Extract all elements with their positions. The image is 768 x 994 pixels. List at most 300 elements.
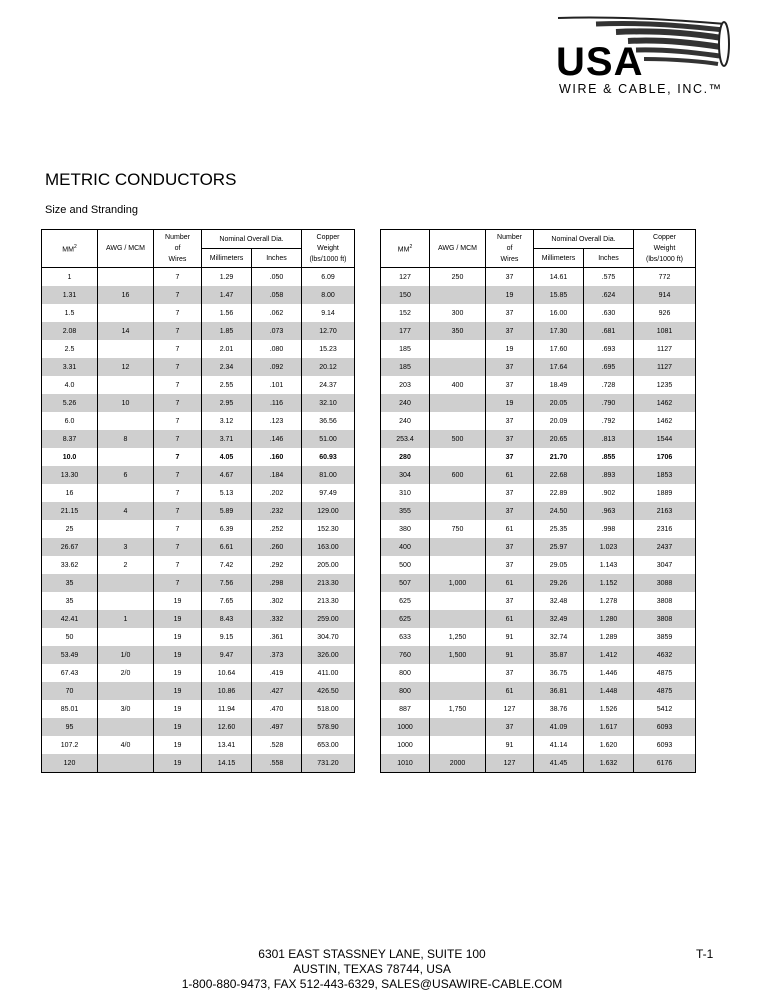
- table-cell: 129.00: [302, 502, 355, 520]
- table-cell: 61: [486, 574, 534, 592]
- table-cell: 60.93: [302, 448, 355, 466]
- table-cell: 304.70: [302, 628, 355, 646]
- table-cell: 19: [154, 700, 202, 718]
- table-cell: .062: [252, 304, 302, 322]
- table-cell: 1.152: [584, 574, 634, 592]
- table-cell: .693: [584, 340, 634, 358]
- table-cell: 355: [381, 502, 430, 520]
- page-subtitle: Size and Stranding: [45, 204, 138, 216]
- table-row: [42, 358, 355, 376]
- header-nominal: Nominal Overall Dia.: [202, 230, 302, 249]
- table-cell: [98, 304, 154, 322]
- table-cell: 37: [486, 430, 534, 448]
- table-cell: 2000: [430, 754, 486, 773]
- table-row: [42, 592, 355, 610]
- table-cell: 41.14: [534, 736, 584, 754]
- table-cell: 10.86: [202, 682, 252, 700]
- table-cell: 1235: [634, 376, 696, 394]
- footer-address-line2: AUSTIN, TEXAS 78744, USA: [293, 962, 451, 976]
- table-cell: [98, 376, 154, 394]
- table-cell: [98, 718, 154, 736]
- table-cell: 19: [154, 646, 202, 664]
- table-cell: 914: [634, 286, 696, 304]
- table-cell: 19: [486, 286, 534, 304]
- table-cell: 6: [98, 466, 154, 484]
- table-cell: 1127: [634, 340, 696, 358]
- table-cell: 9.47: [202, 646, 252, 664]
- table-cell: 42.41: [42, 610, 98, 628]
- table-cell: 1000: [381, 736, 430, 754]
- table-cell: 800: [381, 664, 430, 682]
- table-cell: 731.20: [302, 754, 355, 773]
- table-cell: 37: [486, 304, 534, 322]
- table-cell: [430, 592, 486, 610]
- table-row: [381, 700, 696, 718]
- table-cell: 16.00: [534, 304, 584, 322]
- table-cell: 1,750: [430, 700, 486, 718]
- table-cell: 41.45: [534, 754, 584, 773]
- table-cell: .528: [252, 736, 302, 754]
- table-cell: 29.26: [534, 574, 584, 592]
- table-cell: 152: [381, 304, 430, 322]
- table-cell: 400: [430, 376, 486, 394]
- logo-usa-text: USA: [556, 40, 644, 84]
- table-cell: 14.61: [534, 268, 584, 287]
- table-cell: 1462: [634, 412, 696, 430]
- logo-subtitle: WIRE & CABLE, INC.™: [559, 82, 723, 96]
- table-cell: [430, 394, 486, 412]
- table-cell: 37: [486, 592, 534, 610]
- table-cell: .427: [252, 682, 302, 700]
- table-cell: 6.39: [202, 520, 252, 538]
- table-cell: 21.70: [534, 448, 584, 466]
- table-cell: 35: [42, 574, 98, 592]
- table-cell: 7: [154, 340, 202, 358]
- table-cell: 127: [486, 754, 534, 773]
- table-row: [381, 556, 696, 574]
- table-cell: 310: [381, 484, 430, 502]
- table-cell: 6.09: [302, 268, 355, 287]
- table-cell: 7.42: [202, 556, 252, 574]
- table-cell: 36.75: [534, 664, 584, 682]
- table-row: [381, 286, 696, 304]
- table-cell: 203: [381, 376, 430, 394]
- table-cell: 7: [154, 394, 202, 412]
- table-cell: 4632: [634, 646, 696, 664]
- table-cell: 36.56: [302, 412, 355, 430]
- table-row: [42, 268, 355, 287]
- header-inches: Inches: [584, 249, 634, 268]
- table-cell: 1544: [634, 430, 696, 448]
- table-cell: 1.620: [584, 736, 634, 754]
- table-cell: [430, 664, 486, 682]
- table-cell: 5412: [634, 700, 696, 718]
- table-cell: 13.30: [42, 466, 98, 484]
- table-cell: 1.5: [42, 304, 98, 322]
- table-cell: 7: [154, 556, 202, 574]
- table-row: [42, 574, 355, 592]
- table-cell: 37: [486, 322, 534, 340]
- table-cell: 7.56: [202, 574, 252, 592]
- table-cell: 1.446: [584, 664, 634, 682]
- table-cell: .681: [584, 322, 634, 340]
- table-row: [42, 682, 355, 700]
- table-cell: 32.74: [534, 628, 584, 646]
- table-cell: [430, 538, 486, 556]
- table-cell: [430, 736, 486, 754]
- table-cell: 127: [486, 700, 534, 718]
- table-cell: 1127: [634, 358, 696, 376]
- table-cell: 15.23: [302, 340, 355, 358]
- table-cell: .050: [252, 268, 302, 287]
- table-row: [42, 322, 355, 340]
- table-cell: 2.55: [202, 376, 252, 394]
- table-row: [381, 448, 696, 466]
- table-cell: 85.01: [42, 700, 98, 718]
- table-cell: 2.95: [202, 394, 252, 412]
- table-cell: 7: [154, 376, 202, 394]
- table-cell: 7: [154, 358, 202, 376]
- table-row: [42, 538, 355, 556]
- footer-address-line1: 6301 EAST STASSNEY LANE, SUITE 100: [258, 947, 486, 961]
- table-cell: 95: [42, 718, 98, 736]
- table-cell: 2437: [634, 538, 696, 556]
- table-cell: 7: [154, 502, 202, 520]
- table-cell: 1.278: [584, 592, 634, 610]
- table-cell: .073: [252, 322, 302, 340]
- table-cell: 1.023: [584, 538, 634, 556]
- table-cell: 37: [486, 538, 534, 556]
- table-row: [42, 394, 355, 412]
- header-wires: Number of Wires: [154, 230, 202, 268]
- table-cell: .855: [584, 448, 634, 466]
- table-cell: 578.90: [302, 718, 355, 736]
- table-cell: [98, 448, 154, 466]
- header-awg: AWG / MCM: [98, 230, 154, 268]
- header-mm2: $MM^2$: [381, 230, 430, 268]
- table-cell: 1.632: [584, 754, 634, 773]
- table-cell: 7: [154, 412, 202, 430]
- table-cell: 518.00: [302, 700, 355, 718]
- table-cell: .558: [252, 754, 302, 773]
- table-cell: 19: [486, 394, 534, 412]
- table-cell: 19: [154, 718, 202, 736]
- metric-table-right: [380, 229, 696, 773]
- table-cell: 3: [98, 538, 154, 556]
- table-cell: 3808: [634, 592, 696, 610]
- table-cell: 16: [98, 286, 154, 304]
- header-inches: Inches: [252, 249, 302, 268]
- table-cell: 326.00: [302, 646, 355, 664]
- table-row: [381, 340, 696, 358]
- table-cell: 1,000: [430, 574, 486, 592]
- table-cell: 37: [486, 718, 534, 736]
- table-row: [381, 394, 696, 412]
- table-cell: .298: [252, 574, 302, 592]
- header-mm2: $MM^2$: [42, 230, 98, 268]
- table-cell: 926: [634, 304, 696, 322]
- table-row: [381, 718, 696, 736]
- table-row: [381, 628, 696, 646]
- table-cell: 37: [486, 484, 534, 502]
- table-cell: [98, 592, 154, 610]
- table-cell: 53.49: [42, 646, 98, 664]
- table-row: [381, 682, 696, 700]
- table-cell: 8.37: [42, 430, 98, 448]
- table-cell: 4875: [634, 664, 696, 682]
- table-cell: 1.526: [584, 700, 634, 718]
- table-cell: 2163: [634, 502, 696, 520]
- table-cell: 6093: [634, 736, 696, 754]
- table-cell: 1000: [381, 718, 430, 736]
- table-cell: .116: [252, 394, 302, 412]
- table-row: [381, 736, 696, 754]
- right-table-body: [381, 268, 696, 773]
- table-cell: 3859: [634, 628, 696, 646]
- table-cell: 14: [98, 322, 154, 340]
- table-cell: 7: [154, 322, 202, 340]
- table-cell: 2.01: [202, 340, 252, 358]
- table-cell: 3808: [634, 610, 696, 628]
- table-cell: 19: [154, 736, 202, 754]
- table-cell: 1.56: [202, 304, 252, 322]
- table-cell: 1: [42, 268, 98, 287]
- table-cell: 10.0: [42, 448, 98, 466]
- table-cell: 24.37: [302, 376, 355, 394]
- table-cell: 7: [154, 304, 202, 322]
- table-cell: 253.4: [381, 430, 430, 448]
- table-cell: .373: [252, 646, 302, 664]
- table-cell: 41.09: [534, 718, 584, 736]
- table-cell: .292: [252, 556, 302, 574]
- table-cell: 19: [154, 682, 202, 700]
- table-cell: 1,250: [430, 628, 486, 646]
- table-cell: 91: [486, 736, 534, 754]
- header-weight: Copper Weight (lbs/1000 ft): [634, 230, 696, 268]
- table-cell: .575: [584, 268, 634, 287]
- table-cell: 2/0: [98, 664, 154, 682]
- table-cell: 1.31: [42, 286, 98, 304]
- table-cell: 653.00: [302, 736, 355, 754]
- table-cell: 8.00: [302, 286, 355, 304]
- table-cell: 61: [486, 466, 534, 484]
- table-cell: 152.30: [302, 520, 355, 538]
- table-cell: .497: [252, 718, 302, 736]
- table-cell: 1.289: [584, 628, 634, 646]
- table-cell: .302: [252, 592, 302, 610]
- table-cell: 25: [42, 520, 98, 538]
- table-cell: 205.00: [302, 556, 355, 574]
- table-cell: 35.87: [534, 646, 584, 664]
- table-row: [42, 340, 355, 358]
- table-row: [381, 592, 696, 610]
- table-cell: 350: [430, 322, 486, 340]
- table-cell: 17.60: [534, 340, 584, 358]
- table-cell: 500: [381, 556, 430, 574]
- table-row: [381, 412, 696, 430]
- table-cell: .202: [252, 484, 302, 502]
- table-cell: 37: [486, 376, 534, 394]
- table-cell: 1462: [634, 394, 696, 412]
- table-cell: 1.280: [584, 610, 634, 628]
- table-cell: 6093: [634, 718, 696, 736]
- table-cell: 11.94: [202, 700, 252, 718]
- table-cell: 750: [430, 520, 486, 538]
- table-cell: .728: [584, 376, 634, 394]
- table-row: [42, 430, 355, 448]
- table-cell: 1.143: [584, 556, 634, 574]
- table-row: [42, 286, 355, 304]
- table-row: [381, 466, 696, 484]
- table-cell: 4/0: [98, 736, 154, 754]
- table-cell: 107.2: [42, 736, 98, 754]
- table-row: [381, 304, 696, 322]
- table-cell: 7: [154, 430, 202, 448]
- table-cell: [430, 340, 486, 358]
- table-cell: 13.41: [202, 736, 252, 754]
- table-cell: 22.68: [534, 466, 584, 484]
- table-row: [42, 376, 355, 394]
- table-cell: 280: [381, 448, 430, 466]
- page-title: METRIC CONDUCTORS: [45, 170, 237, 189]
- table-cell: .101: [252, 376, 302, 394]
- table-cell: [98, 520, 154, 538]
- table-row: [381, 520, 696, 538]
- table-cell: 500: [430, 430, 486, 448]
- table-row: [42, 448, 355, 466]
- table-cell: [430, 358, 486, 376]
- table-cell: 400: [381, 538, 430, 556]
- table-cell: 19: [154, 592, 202, 610]
- table-cell: 20.65: [534, 430, 584, 448]
- table-cell: 97.49: [302, 484, 355, 502]
- table-cell: 625: [381, 592, 430, 610]
- table-cell: 600: [430, 466, 486, 484]
- table-row: [381, 574, 696, 592]
- table-cell: 6.61: [202, 538, 252, 556]
- table-row: [381, 664, 696, 682]
- table-cell: 177: [381, 322, 430, 340]
- table-cell: 14.15: [202, 754, 252, 773]
- table-row: [42, 502, 355, 520]
- table-row: [42, 718, 355, 736]
- table-cell: 91: [486, 628, 534, 646]
- table-cell: 887: [381, 700, 430, 718]
- table-cell: [98, 268, 154, 287]
- table-cell: 2.08: [42, 322, 98, 340]
- page-number: T-1: [696, 947, 714, 961]
- table-cell: 3.31: [42, 358, 98, 376]
- table-cell: 240: [381, 412, 430, 430]
- table-cell: 4.05: [202, 448, 252, 466]
- table-cell: 5.13: [202, 484, 252, 502]
- table-cell: 8.43: [202, 610, 252, 628]
- table-cell: 772: [634, 268, 696, 287]
- table-cell: .790: [584, 394, 634, 412]
- table-row: [42, 646, 355, 664]
- table-cell: [98, 682, 154, 700]
- table-cell: 127: [381, 268, 430, 287]
- table-cell: 1.47: [202, 286, 252, 304]
- table-cell: 12: [98, 358, 154, 376]
- table-cell: 185: [381, 340, 430, 358]
- table-row: [381, 430, 696, 448]
- table-cell: .252: [252, 520, 302, 538]
- table-cell: .695: [584, 358, 634, 376]
- table-cell: [98, 754, 154, 773]
- table-cell: .893: [584, 466, 634, 484]
- table-cell: 61: [486, 520, 534, 538]
- table-cell: .963: [584, 502, 634, 520]
- table-cell: 70: [42, 682, 98, 700]
- table-cell: 32.10: [302, 394, 355, 412]
- table-cell: 300: [430, 304, 486, 322]
- table-cell: .080: [252, 340, 302, 358]
- table-cell: 61: [486, 610, 534, 628]
- table-cell: 17.30: [534, 322, 584, 340]
- table-cell: .998: [584, 520, 634, 538]
- table-cell: 2316: [634, 520, 696, 538]
- table-cell: [430, 286, 486, 304]
- table-cell: 3.12: [202, 412, 252, 430]
- table-cell: .902: [584, 484, 634, 502]
- header-nominal: Nominal Overall Dia.: [534, 230, 634, 249]
- table-cell: .232: [252, 502, 302, 520]
- table-row: [42, 484, 355, 502]
- table-cell: 51.00: [302, 430, 355, 448]
- table-cell: 1.617: [584, 718, 634, 736]
- table-cell: 6176: [634, 754, 696, 773]
- table-cell: .419: [252, 664, 302, 682]
- header-wires: Number of Wires: [486, 230, 534, 268]
- table-row: [381, 358, 696, 376]
- table-cell: 259.00: [302, 610, 355, 628]
- table-cell: [430, 610, 486, 628]
- table-cell: 21.15: [42, 502, 98, 520]
- company-logo: [556, 14, 736, 94]
- table-cell: 16: [42, 484, 98, 502]
- table-cell: 25.97: [534, 538, 584, 556]
- table-cell: 22.89: [534, 484, 584, 502]
- table-cell: 29.05: [534, 556, 584, 574]
- table-cell: 120: [42, 754, 98, 773]
- table-row: [42, 628, 355, 646]
- table-cell: 1010: [381, 754, 430, 773]
- table-cell: 2.34: [202, 358, 252, 376]
- table-cell: 38.76: [534, 700, 584, 718]
- table-cell: 760: [381, 646, 430, 664]
- header-millimeters: Millimeters: [534, 249, 584, 268]
- table-cell: 1,500: [430, 646, 486, 664]
- footer-contact: 1-800-880-9473, FAX 512-443-6329, SALES@USAWIRE-CABLE.COM: [181, 977, 563, 991]
- table-row: [381, 538, 696, 556]
- table-cell: 304: [381, 466, 430, 484]
- table-cell: 32.49: [534, 610, 584, 628]
- table-cell: 1889: [634, 484, 696, 502]
- table-cell: 1.29: [202, 268, 252, 287]
- table-row: [381, 376, 696, 394]
- table-cell: [98, 412, 154, 430]
- table-cell: 380: [381, 520, 430, 538]
- table-cell: 35: [42, 592, 98, 610]
- table-cell: .813: [584, 430, 634, 448]
- table-cell: .092: [252, 358, 302, 376]
- table-cell: 1/0: [98, 646, 154, 664]
- table-cell: 3.71: [202, 430, 252, 448]
- table-cell: 625: [381, 610, 430, 628]
- table-cell: 2.5: [42, 340, 98, 358]
- table-row: [42, 610, 355, 628]
